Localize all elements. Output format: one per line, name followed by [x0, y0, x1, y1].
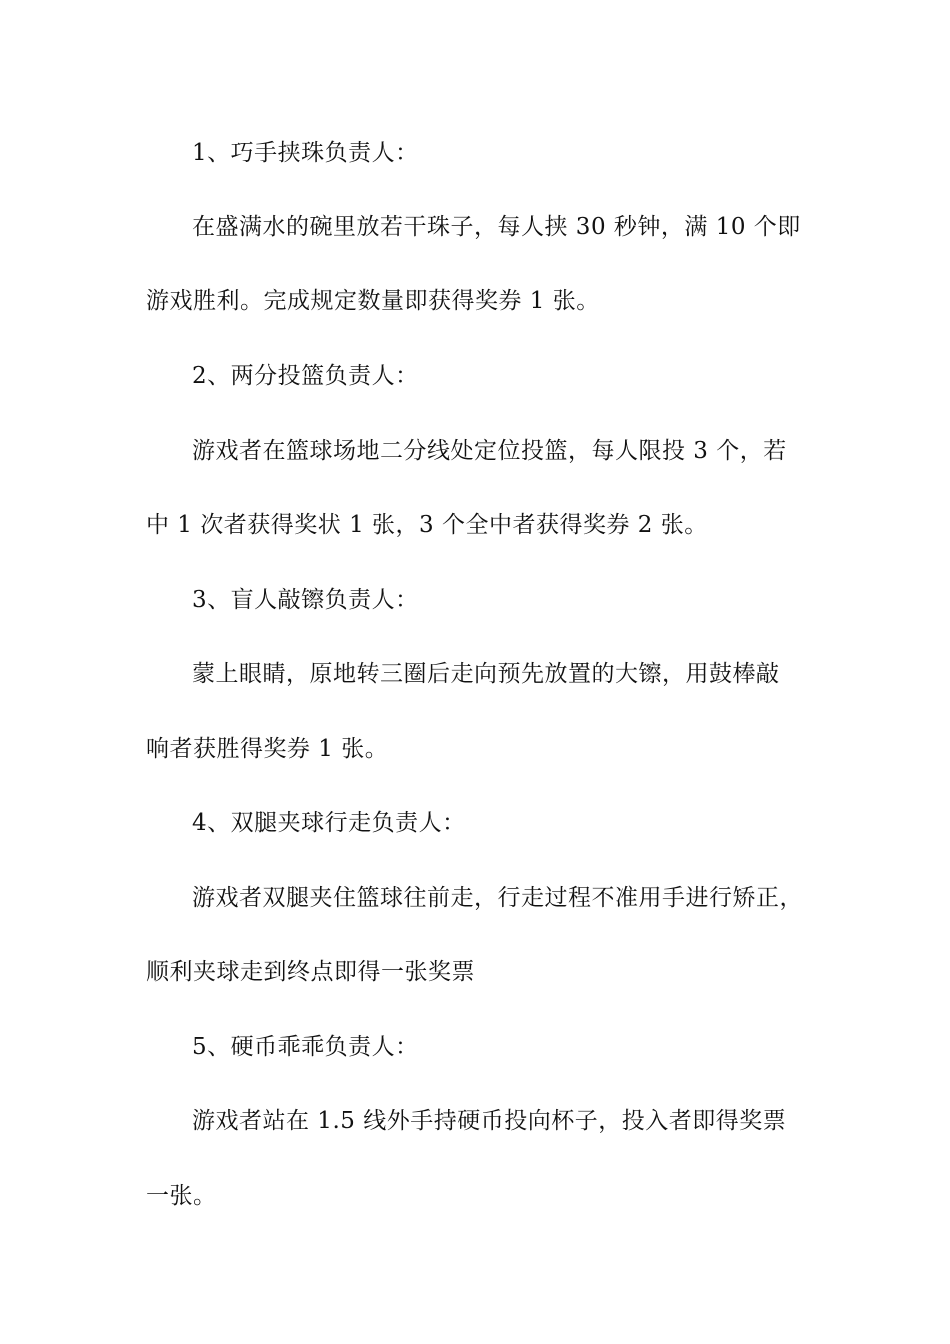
- section-2-body-line-2: 中 1 次者获得奖状 1 张，3 个全中者获得奖券 2 张。: [146, 512, 708, 538]
- section-5-heading: 5、硬币乖乖负责人：: [192, 1034, 419, 1060]
- section-5-body-line-2: 一张。: [146, 1183, 217, 1209]
- section-4-body-line-1: 游戏者双腿夹住篮球往前走，行走过程不准用手进行矫正，: [192, 885, 803, 911]
- section-2-body-line-1: 游戏者在篮球场地二分线处定位投篮，每人限投 3 个，若: [192, 438, 787, 464]
- section-4-body-line-2: 顺利夹球走到终点即得一张奖票: [146, 959, 475, 985]
- section-3-heading: 3、盲人敲镲负责人：: [192, 587, 419, 613]
- section-3-body-line-2: 响者获胜得奖券 1 张。: [146, 736, 389, 762]
- section-2-heading: 2、两分投篮负责人：: [192, 363, 419, 389]
- section-1-body-line-2: 游戏胜利。完成规定数量即获得奖券 1 张。: [146, 288, 600, 314]
- section-3-body-line-1: 蒙上眼睛，原地转三圈后走向预先放置的大镲，用鼓棒敲: [192, 661, 780, 687]
- section-5-body-line-1: 游戏者站在 1.5 线外手持硬币投向杯子，投入者即得奖票: [192, 1108, 787, 1134]
- section-1-heading: 1、巧手挟珠负责人：: [192, 140, 419, 166]
- section-1-body-line-1: 在盛满水的碗里放若干珠子，每人挟 30 秒钟，满 10 个即: [192, 214, 801, 240]
- section-4-heading: 4、双腿夹球行走负责人：: [192, 810, 466, 836]
